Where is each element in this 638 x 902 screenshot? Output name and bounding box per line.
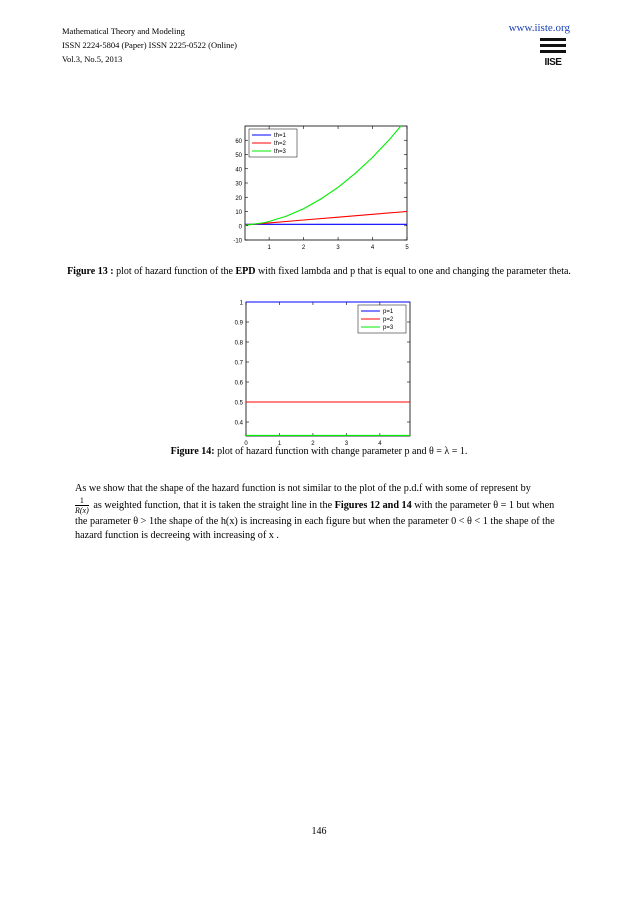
paragraph-bold-ref: Figures 12 and 14 [334,499,412,511]
x-tick-label: 5 [405,245,409,251]
x-tick-label: 0 [244,441,248,447]
legend-13 [249,129,297,157]
journal-url[interactable]: www.iiste.org [508,22,570,34]
x-tick-label: 3 [344,441,349,447]
figure-14-caption-text: plot of hazard function with change parameter p and θ = λ = 1. [214,446,468,457]
figure-13-caption-bold: EPD [235,266,256,277]
x-tick-label: 2 [311,441,315,447]
x-tick-label: 4 [370,245,375,251]
figure-13-caption [62,266,576,278]
x-tick-label: 1 [277,441,282,447]
fraction-numerator: 1 [75,496,89,506]
figure-14-chart [220,296,420,448]
y-tick-label: 0.4 [234,420,243,427]
paragraph-part-2: as weighted function, that it is taken the straight line in the [90,499,335,511]
legend-label: p=3 [383,325,394,332]
legend-label: p=1 [383,309,394,316]
figure-13-chart [225,122,415,262]
y-tick-label: 60 [235,138,242,145]
figure-13-caption-text-1: plot of hazard function of the [113,266,236,277]
y-tick-label: 0.6 [234,380,243,387]
body-paragraph [75,482,565,543]
legend-label: th=2 [274,141,286,148]
logo-text: IISE [544,57,562,68]
page-number: 146 [311,826,327,837]
x-tick-label: 3 [336,245,340,251]
figure-13-label: Figure 13 : [67,266,114,277]
journal-name: Mathematical Theory and Modeling [62,26,185,36]
y-tick-label: 10 [235,210,242,216]
y-tick-label: 0.9 [234,320,243,327]
y-tick-label: 1 [239,300,243,307]
y-tick-label: 0.8 [234,340,243,347]
y-tick-label: 0.7 [234,360,243,367]
y-tick-label: 40 [235,167,242,174]
issn-line: ISSN 2224-5804 (Paper) ISSN 2225-0522 (Online) [62,40,237,50]
fraction-denominator: R(x) [75,506,89,515]
figure-14-caption [62,446,576,458]
y-tick-label: 20 [235,195,242,202]
legend-label: p=2 [383,317,394,324]
y-tick-label: 0.5 [234,400,243,407]
x-tick-label: 4 [378,441,382,447]
figure-13-caption-text-2: with fixed lambda and p that is equal to one and changing the parameter theta. [255,266,571,277]
x-tick-label: 1 [267,245,271,251]
y-tick-label: -10 [233,238,242,245]
legend-14 [358,305,406,333]
y-tick-label: 0 [238,224,242,231]
iiste-logo [540,38,566,68]
paragraph-part-3: with the parameter θ = 1 but when the parameter θ > 1the shape of the h(x) is increasing in each figure but when the parameter 0 < θ < 1 the shape of the hazard function is decreeing with increasing of x . [75,499,555,541]
x-tick-label: 2 [301,245,306,251]
paragraph-part-1: As we show that the shape of the hazard function is not similar to the plot of the p.d.f with some of represent by [75,483,531,494]
y-tick-label: 30 [235,181,242,188]
legend-label: th=1 [274,133,286,140]
y-tick-label: 50 [235,153,242,159]
volume-line: Vol.3, No.5, 2013 [62,54,123,64]
legend-label: th=3 [274,149,286,156]
figure-14-label: Figure 14: [170,446,215,457]
fraction-weight [75,496,89,515]
